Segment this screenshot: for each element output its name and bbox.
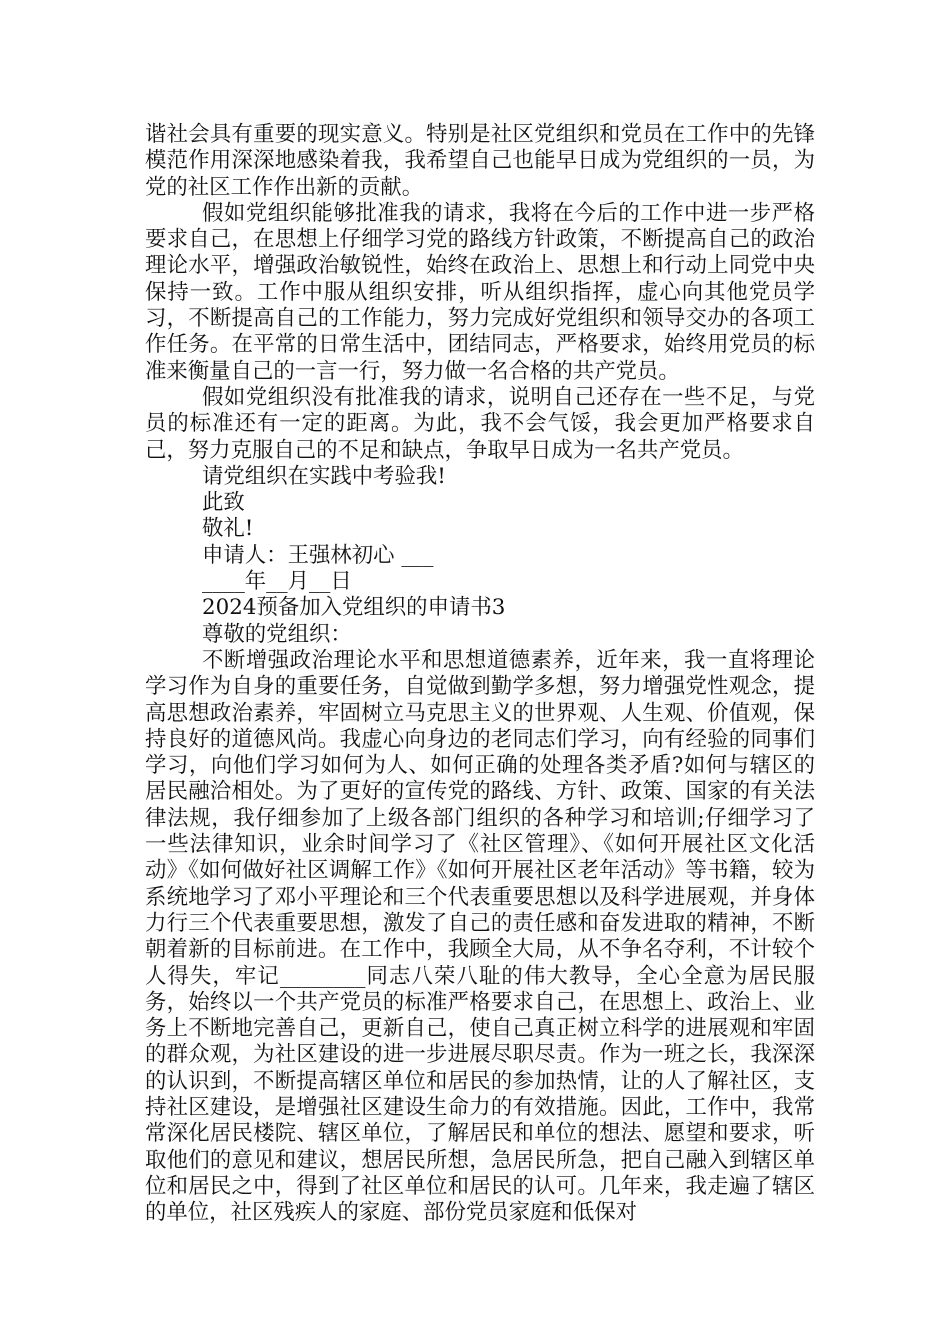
paragraph-approval: 假如党组织能够批准我的请求，我将在今后的工作中进一步严格要求自己，在思想上仔细学习党的路线方针政策，不断提高自己的政治理论水平，增强政治敏锐性，始终在政治上、思想上和行动上同党中央保持一致。工作中服从组织安排，听从组织指挥，虚心向其他党员学习，不断提高自己的工作能力，努力完成好党组织和领导交办的各项工作任务。在平常的日常生活中，团结同志，严格要求，始终用党员的标准来衡量自己的一言一行，努力做一名合格的共产党员。 (145, 200, 815, 384)
date-line: ____年__月__日 (202, 569, 352, 595)
body-paragraph: 不断增强政治理论水平和思想道德素养，近年来，我一直将理论学习作为自身的重要任务，自觉做到勤学多想，努力增强党性观念，提高思想政治素养，牢固树立马克思主义的世界观、人生观、价值观，保持良好的道德风尚。我虚心向身边的老同志们学习，向有经验的同事们学习，向他们学习如何为人、如何正确的处理各类矛盾?如何与辖区的居民融洽相处。为了更好的宣传党的路线、方针、政策、国家的有关法律法规，我仔细参加了上级各部门组织的各种学习和培训;仔细学习了一些法律知识，业余时间学习了《社区管理》、《如何开展社区文化活动》《如何做好社区调解工作》《如何开展社区老年活动》等书籍，较为系统地学习了邓小平理论和三个代表重要思想以及科学进展观，并身体力行三个代表重要思想，激发了自己的责任感和奋发进取的精神，不断朝着新的目标前进。在工作中，我顾全大局，从不争名夺利，不计较个人得失，牢记________同志八荣八耻的伟大教导，全心全意为居民服务，始终以一个共产党员的标准严格要求自己，在思想上、政治上、业务上不断地完善自己，更新自己，使自己真正树立科学的进展观和牢固的群众观，为社区建设的进一步进展尽职尽责。作为一班之长，我深深的认识到，不断提高辖区单位和居民的参加热情，让的人了解社区，支持社区建设，是增强社区建设生命力的有效措施。因此，工作中，我常常深化居民楼院、辖区单位，了解居民和单位的想法、愿望和要求，听取他们的意见和建议，想居民所想，急居民所急，把自己融入到辖区单位和居民之中，得到了社区单位和居民的认可。几年来，我走遍了辖区的单位，社区残疾人的家庭、部份党员家庭和低保对 (145, 647, 815, 1226)
section-title: 2024预备加入党组织的申请书3 (202, 595, 506, 621)
paragraph-rejection: 假如党组织没有批准我的请求，说明自己还存在一些不足，与党员的标准还有一定的距离。为此，我不会气馁，我会更加严格要求自己，努力克服自己的不足和缺点，争取早日成为一名共产党员。 (145, 384, 815, 463)
closing-ci-zhi: 此致 (202, 490, 245, 516)
applicant-line: 申请人：王强林初心 ___ (202, 542, 434, 568)
document-page (145, 122, 815, 1226)
salutation: 尊敬的党组织： (202, 621, 352, 647)
closing-request-test: 请党组织在实践中考验我! (202, 463, 446, 489)
closing-jing-li: 敬礼! (202, 516, 254, 542)
paragraph-continuation: 谐社会具有重要的现实意义。特别是社区党组织和党员在工作中的先锋模范作用深深地感染着我，我希望自己也能早日成为党组织的一员，为党的社区工作作出新的贡献。 (145, 122, 815, 200)
